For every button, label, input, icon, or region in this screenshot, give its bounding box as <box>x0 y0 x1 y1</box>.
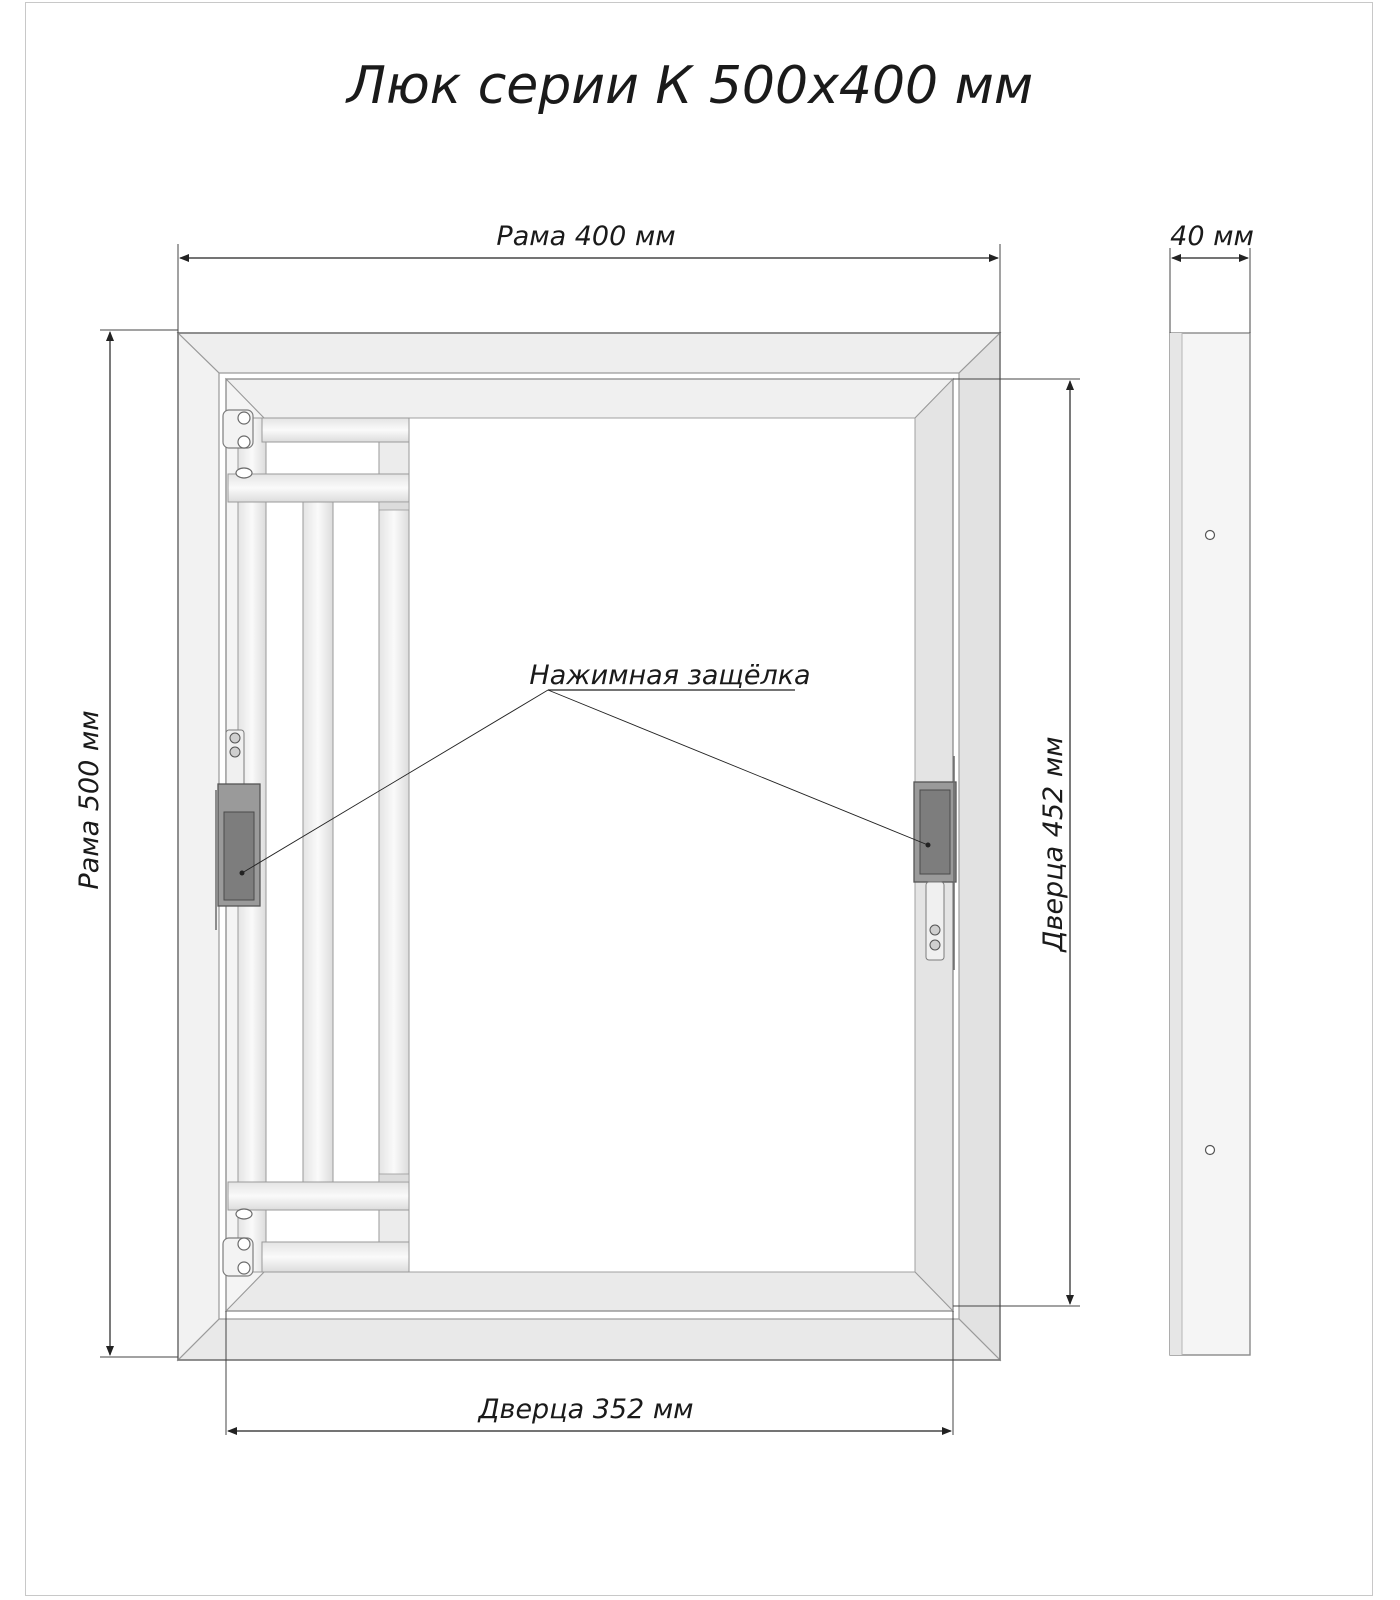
dim-depth <box>1170 221 1254 333</box>
door-leaf <box>226 379 953 1311</box>
depth-label: 40 мм <box>1170 221 1254 252</box>
mounting-hole-top <box>1206 531 1215 540</box>
side-profile <box>1170 333 1250 1355</box>
dim-frame-height <box>74 330 178 1357</box>
frame-width-label: Рама 400 мм <box>496 221 676 252</box>
door-width-label: Дверца 352 мм <box>478 1394 694 1425</box>
latch-label: Нажимная защёлка <box>529 660 811 691</box>
dim-frame-width <box>178 221 1000 333</box>
mounting-hole-bottom <box>1206 1146 1215 1155</box>
drawing-title: Люк серии К 500х400 мм <box>346 56 1034 116</box>
door-height-label: Дверца 452 мм <box>1038 736 1069 952</box>
frame-height-label: Рама 500 мм <box>74 710 105 890</box>
